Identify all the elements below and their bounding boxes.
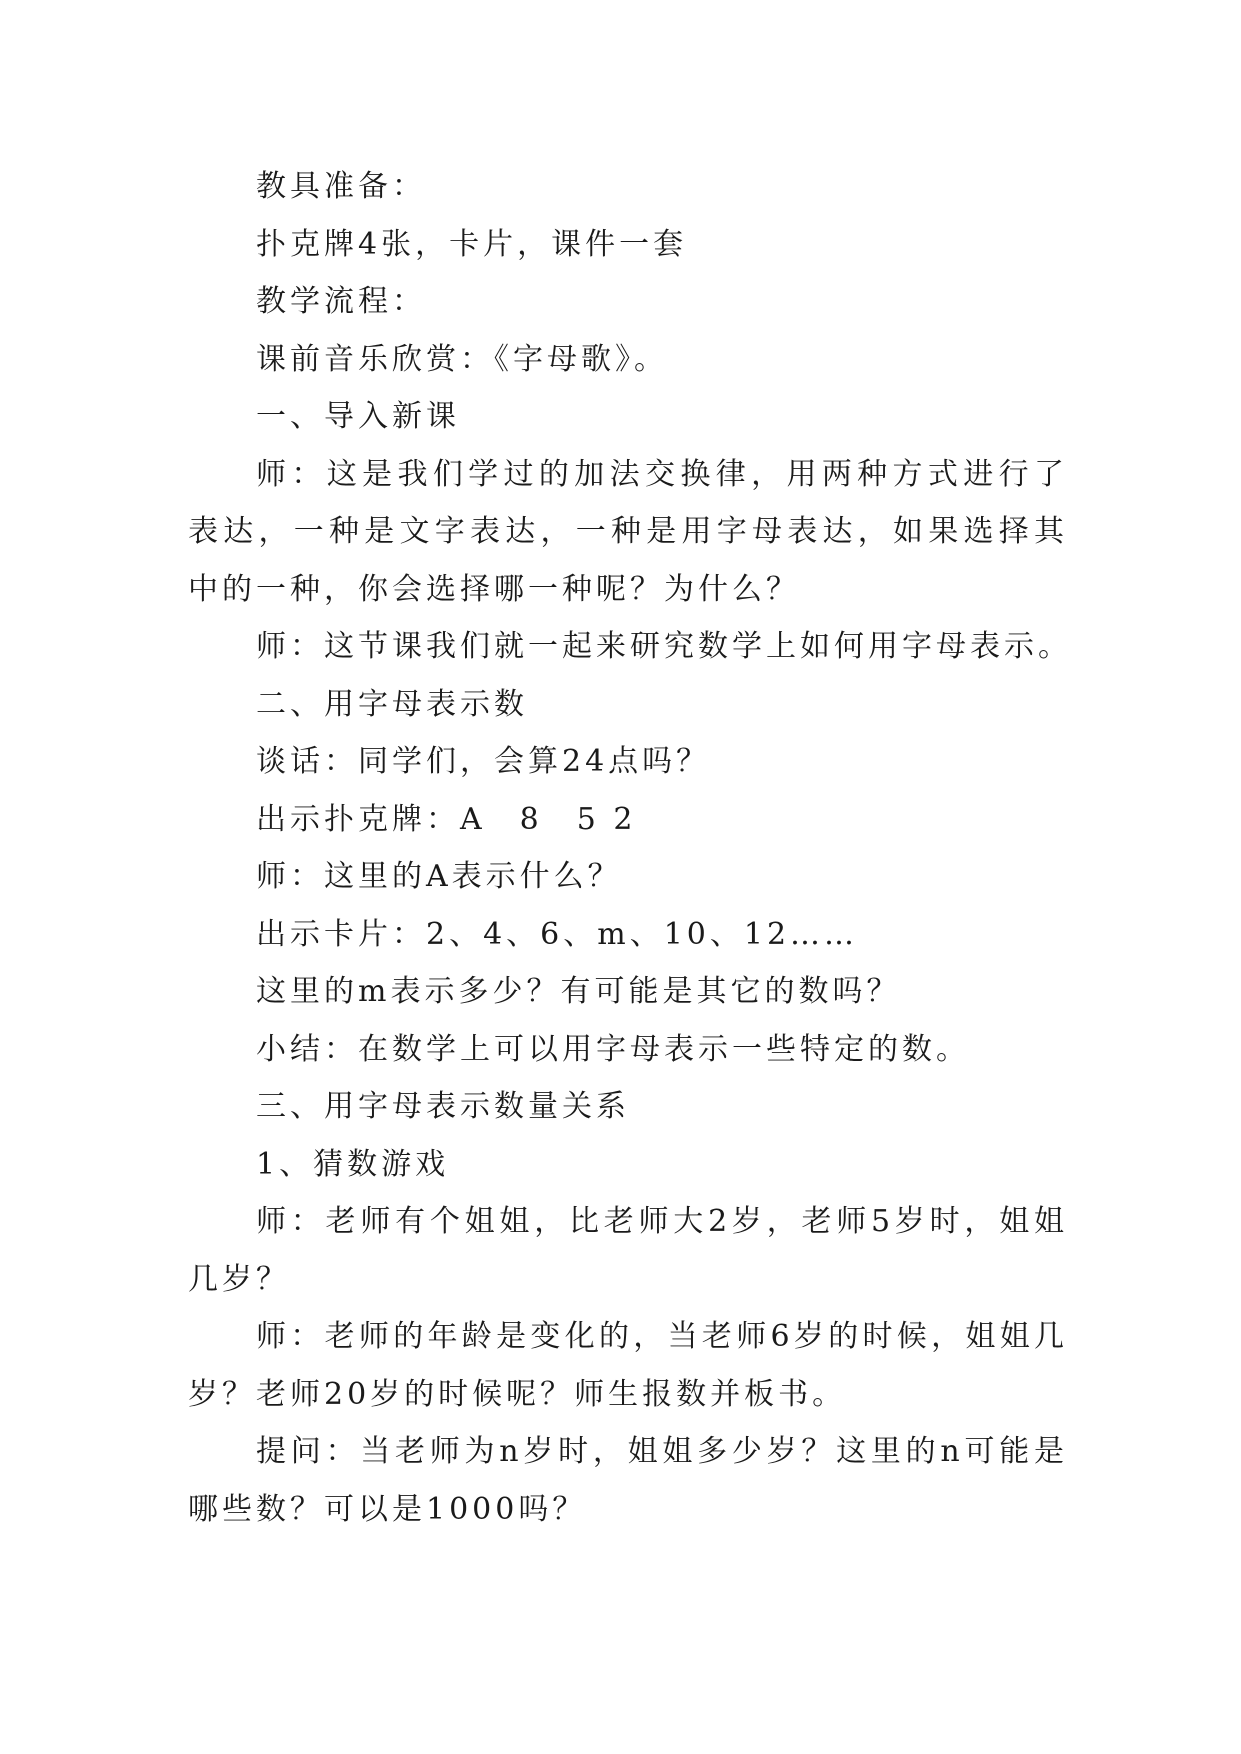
paragraph-teaching-aids: 扑克牌4张，卡片，课件一套 (256, 226, 688, 262)
paragraph-summary: 小结：在数学上可以用字母表示一些特定的数。 (256, 1031, 970, 1067)
paragraph-music: 课前音乐欣赏：《字母歌》。 (256, 341, 668, 377)
paragraph-teaching-process-heading: 教学流程： (256, 284, 426, 319)
paragraph-age-change: 师：老师的年龄是变化的，当老师6岁的时候，姐姐几岁？老师20岁的时候呢？师生报数并板书。 (188, 1319, 1068, 1412)
subheading-guess-game: 1、猜数游戏 (256, 1146, 450, 1182)
paragraph-sister-age: 师：老师有个姐姐，比老师大2岁，老师5岁时，姐姐几岁？ (188, 1204, 1068, 1297)
paragraph-teaching-aids-heading: 教具准备： (256, 169, 426, 204)
paragraph-teacher-intro: 师：这是我们学过的加法交换律，用两种方式进行了表达，一种是文字表达，一种是用字母表达，如果选择其中的一种，你会选择哪一种呢？为什么？ (188, 456, 1068, 607)
section-heading-letters-numbers: 二、用字母表示数 (256, 686, 528, 722)
paragraph-poker-cards: 出示扑克牌：A 8 5 2 (256, 801, 637, 837)
paragraph-teacher-topic: 师：这节课我们就一起来研究数学上如何用字母表示。 (256, 629, 1072, 664)
paragraph-talk-24: 谈话：同学们，会算24点吗？ (256, 744, 711, 779)
section-heading-quantity-relations: 三、用字母表示数量关系 (256, 1089, 630, 1124)
paragraph-question-n: 提问：当老师为n岁时，姐姐多少岁？这里的n可能是哪些数？可以是1000吗？ (188, 1434, 1068, 1527)
paragraph-teacher-a: 师：这里的A表示什么？ (256, 859, 622, 894)
section-heading-intro: 一、导入新课 (256, 399, 460, 434)
document-body (188, 158, 1072, 1538)
paragraph-cards-sequence: 出示卡片：2、4、6、m、10、12…… (256, 916, 859, 952)
paragraph-m-question: 这里的m表示多少？有可能是其它的数吗？ (256, 974, 901, 1009)
